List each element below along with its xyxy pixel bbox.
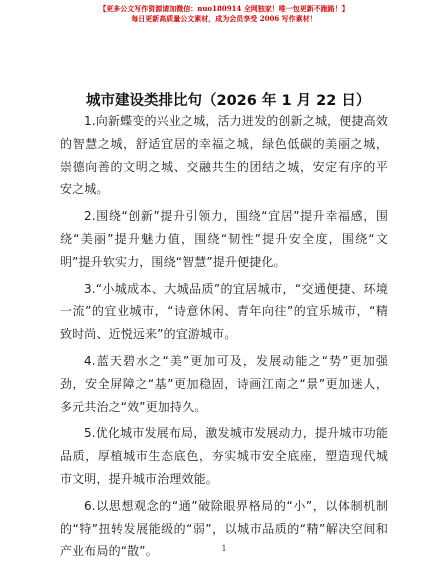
- paragraph-number: 2.: [84, 209, 96, 224]
- paragraph-2: [60, 205, 388, 273]
- paragraph-number: 3.: [84, 281, 96, 296]
- paragraph-text: 围绕“创新”提升引领力，围绕“宜居”提升幸福感，围绕“美丽”提升魅力值，围绕“韧性”提升安全度，围绕“文明”提升软实力，围绕“智慧”提升便捷化。: [60, 209, 388, 269]
- header-banner: [0, 4, 448, 24]
- paragraph-text: 向新蝶变的兴业之城，活力迸发的创新之城，便捷高效的智慧之城，舒适宜居的幸福之城，绿色低碳的美丽之城，崇德向善的文明之城、交融共生的团结之城，安定有序的平安之城。: [60, 114, 388, 197]
- paragraph-number: 6.: [84, 498, 96, 513]
- paragraph-text: 优化城市发展布局，激发城市发展动力，提升城市功能品质，厚植城市生态底色，夯实城市安全底座，塑造现代城市文明，提升城市治理效能。: [60, 426, 388, 486]
- page-number: 1: [221, 544, 227, 553]
- paragraph-1: [60, 110, 388, 201]
- document-body: [60, 110, 388, 567]
- paragraph-text: 以思想观念的“通”破除眼界格局的“小”，以体制机制的“特”扭转发展能级的“弱”，以城市品质的“精”解决空间和产业布局的“散”。: [60, 498, 388, 559]
- paragraph-3: [60, 278, 388, 346]
- banner-update-line: 每日更新高质量公文素材，成为会员享受 2006 写作素材！: [131, 14, 317, 23]
- paragraph-4: [60, 350, 388, 418]
- paragraph-5: [60, 422, 388, 490]
- paragraph-number: 4.: [84, 353, 96, 368]
- paragraph-number: 1.: [84, 114, 96, 128]
- paragraph-number: 5.: [84, 426, 96, 441]
- banner-promo-line: 【更多公文写作资源请加微信：nuo180914 全网独家！唯一包更新不跑路！】: [99, 4, 349, 13]
- paragraph-text: “小城成本、大城品质”的宜居城市，“交通便捷、环境一流”的宜业城市，“诗意休闲、青年向往”的宜乐城市，“精致时尚、近悦远来”的宜游城市。: [60, 281, 388, 342]
- document-title: 城市建设类排比句（2026 年 1 月 22 日）: [86, 93, 371, 109]
- paragraph-text: 蓝天碧水之“美”更加可及，发展动能之“势”更加强劲，安全屏障之“基”更加稳固，诗画江南之“景”更加迷人，多元共治之“效”更加持久。: [60, 353, 388, 414]
